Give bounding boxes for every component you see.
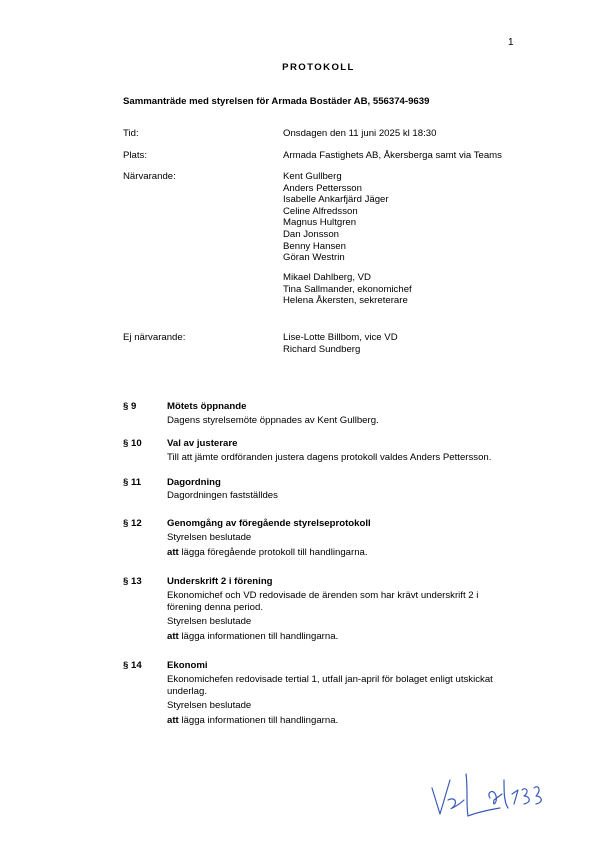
attendee-name: Celine Alfredsson [283, 205, 358, 217]
staff-name: Mikael Dahlberg, VD [283, 272, 371, 283]
section-title: Mötets öppnande [167, 401, 247, 412]
decision-text: lägga informationen till handlingarna. [178, 630, 339, 642]
section-text: Dagordningen fastställdes [167, 490, 278, 501]
tid-label: Tid: [123, 128, 139, 139]
decision-att: att [167, 630, 179, 642]
section-title: Ekonomi [167, 660, 208, 671]
section-number: § 10 [123, 438, 142, 449]
meeting-heading: Sammanträde med styrelsen för Armada Bostäder AB, 556374-9639 [123, 96, 430, 107]
plats-value: Armada Fastighets AB, Åkersberga samt via Teams [283, 150, 502, 161]
attendee-name: Isabelle Ankarfjärd Jäger [283, 194, 389, 206]
decision-att: att [167, 714, 179, 726]
attendee-name: Dan Jonsson [283, 228, 339, 240]
section-title: Genomgång av föregående styrelseprotokoll [167, 518, 371, 529]
section-text: Styrelsen beslutade [167, 700, 252, 712]
absentee-name: Richard Sundberg [283, 343, 361, 355]
ej-narvarande-list [283, 332, 398, 355]
document-title: PROTOKOLL [282, 62, 355, 73]
section-text: underlag. [167, 685, 208, 697]
section-body [167, 452, 519, 464]
decision-text: lägga föregående protokoll till handlingarna. [178, 546, 368, 558]
section-body [167, 532, 519, 558]
section-title: Underskrift 2 i förening [167, 576, 273, 587]
section-text: Styrelsen beslutade [167, 532, 252, 543]
staff-name: Helena Åkersten, sekreterare [283, 295, 408, 307]
tid-value: Onsdagen den 11 juni 2025 kl 18:30 [283, 128, 437, 139]
section-number: § 14 [123, 660, 142, 671]
section-title: Dagordning [167, 477, 221, 488]
section-text: Till att jämte ordföranden justera dagens protokoll valdes Anders Pettersson. [167, 452, 492, 463]
attendee-name: Göran Westrin [283, 252, 345, 264]
decision-line [167, 715, 519, 727]
section-text: Dagens styrelsemöte öppnades av Kent Gullberg. [167, 415, 379, 426]
attendee-name: Magnus Hultgren [283, 217, 357, 229]
page-number: 1 [508, 37, 514, 48]
section-body [167, 490, 519, 502]
section-number: § 9 [123, 401, 137, 412]
staff-name: Tina Sallmander, ekonomichef [283, 283, 412, 295]
decision-text: lägga informationen till handlingarna. [178, 714, 339, 726]
narvarande-label: Närvarande: [123, 171, 176, 182]
section-title: Val av justerare [167, 438, 238, 449]
section-number: § 12 [123, 518, 142, 529]
section-body [167, 415, 519, 427]
section-number: § 11 [123, 477, 142, 488]
attendee-name: Benny Hansen [283, 240, 346, 252]
section-text: Ekonomichefen redovisade tertial 1, utfall jan-april för bolaget enligt utskickat [167, 674, 493, 685]
staff-list [283, 272, 412, 307]
ej-narvarande-label: Ej närvarande: [123, 332, 186, 343]
absentee-name: Lise-Lotte Billbom, vice VD [283, 332, 398, 343]
section-body [167, 674, 519, 726]
attendee-name: Kent Gullberg [283, 171, 342, 182]
section-body [167, 590, 519, 642]
section-text: Styrelsen beslutade [167, 616, 252, 628]
plats-label: Plats: [123, 150, 147, 161]
decision-line [167, 547, 519, 559]
decision-line [167, 631, 519, 643]
decision-att: att [167, 546, 179, 558]
initials-signature [428, 770, 548, 822]
narvarande-list [283, 171, 389, 264]
section-text: Ekonomichef och VD redovisade de ärenden som har krävt underskrift 2 i [167, 590, 479, 601]
section-text: förening denna period. [167, 601, 264, 613]
section-number: § 13 [123, 576, 142, 587]
attendee-name: Anders Pettersson [283, 182, 362, 194]
